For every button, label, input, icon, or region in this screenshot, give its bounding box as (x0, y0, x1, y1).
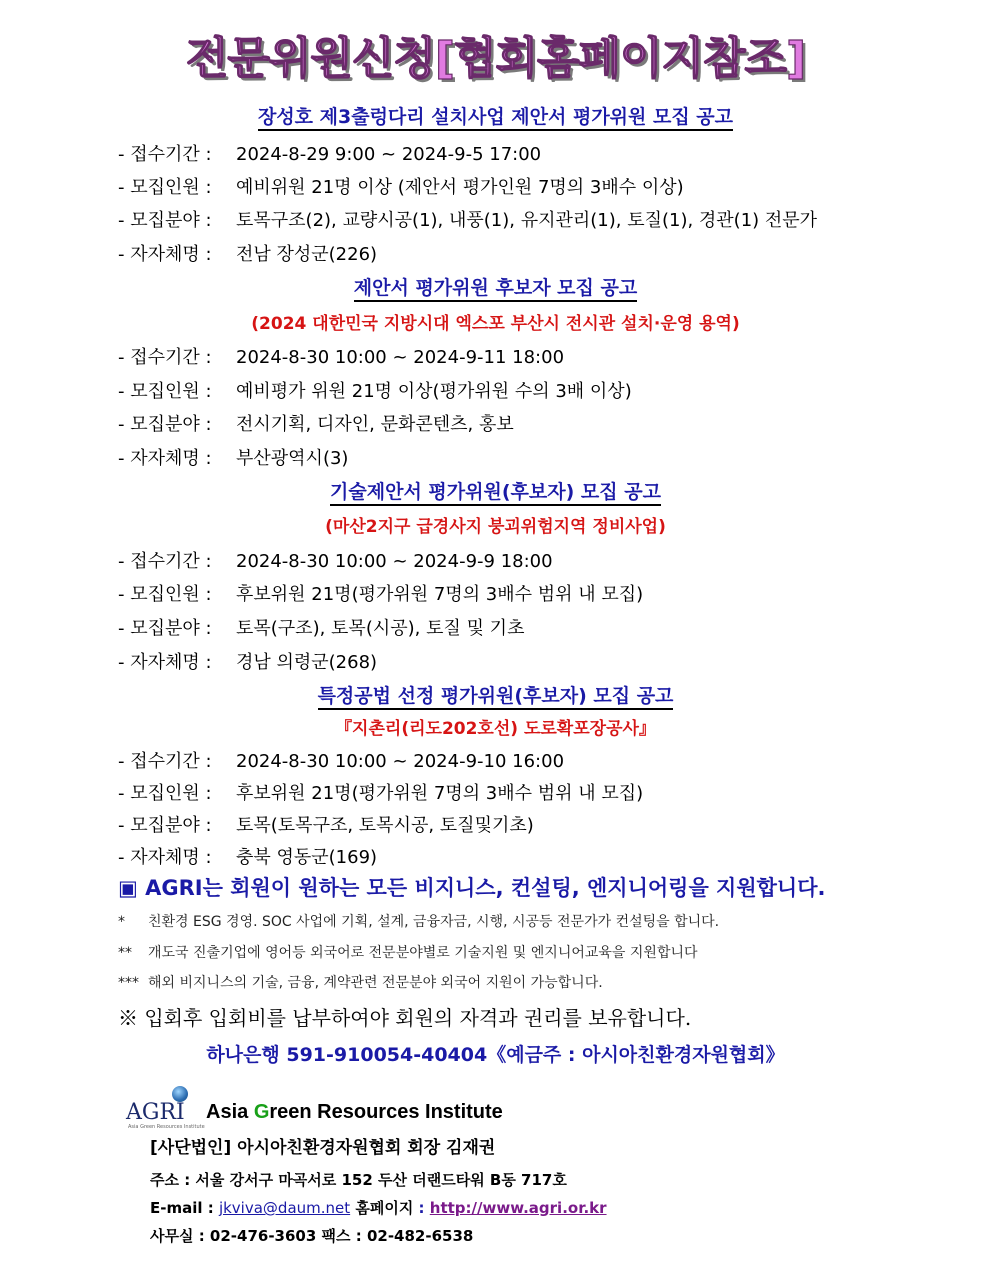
email-homepage-line: E-mail : jkviva@daum.net 홈페이지 : http://www.agri.or.kr (150, 1199, 607, 1217)
organization-line: [사단법인] 아시아친환경자원협회 회장 김재권 (150, 1138, 496, 1158)
homepage-link[interactable]: http://www.agri.or.kr (429, 1199, 607, 1217)
note-3: *** 해외 비지니스의 기술, 금융, 계약관련 전문분야 외국어 지원이 가능합니다. (118, 975, 603, 991)
section-2-row-region: - 자자체명 : 부산광역시(3) (118, 448, 349, 469)
logo-small-text: Asia Green Resources Institute (128, 1124, 205, 1130)
section-3-title: 기술제안서 평가위원(후보자) 모집 공고 (0, 477, 991, 504)
page-banner: 전문위원신청[협회홈페이지참조] (185, 33, 806, 84)
membership-notice: ※ 입회후 입회비를 납부하여야 회원의 자격과 권리를 보유합니다. (118, 1006, 692, 1030)
section-4-title: 특정공법 선정 평가위원(후보자) 모집 공고 (0, 681, 991, 708)
bank-account: 하나은행 591-910054-40404《예금주 : 아시아친환경자원협회》 (206, 1044, 785, 1066)
section-1-title: 장성호 제3출렁다리 설치사업 제안서 평가위원 모집 공고 (0, 102, 991, 129)
section-1-row-field: - 모집분야 : 토목구조(2), 교량시공(1), 내풍(1), 유지관리(1), 토질(1), 경관(1) 전문가 (118, 210, 818, 231)
section-2-row-field: - 모집분야 : 전시기획, 디자인, 문화콘텐츠, 홍보 (118, 414, 514, 435)
section-3-subtitle: (마산2지구 급경사지 붕괴위험지역 정비사업) (325, 517, 666, 537)
institute-name: Asia Green Resources Institute (206, 1101, 503, 1123)
section-4-subtitle: 『지촌리(리도202호선) 도로확포장공사』 (335, 719, 656, 739)
section-3-row-field: - 모집분야 : 토목(구조), 토목(시공), 토질 및 기초 (118, 618, 525, 639)
address-line: 주소 : 서울 강서구 마곡서로 152 두산 더랜드타워 B동 717호 (150, 1171, 567, 1189)
agri-logo (126, 1086, 205, 1130)
section-2-subtitle: (2024 대한민국 지방시대 엑스포 부산시 전시관 설치·운영 용역) (251, 314, 740, 334)
section-1-row-count: - 모집인원 : 예비위원 21명 이상 (제안서 평가인원 7명의 3배수 이상) (118, 177, 684, 198)
section-3-row-count: - 모집인원 : 후보위원 21명(평가위원 7명의 3배수 범위 내 모집) (118, 584, 644, 605)
logo-text: AGRI (126, 1100, 185, 1125)
section-1-row-region: - 자자체명 : 전남 장성군(226) (118, 244, 378, 265)
agri-support-line: ▣ AGRI는 회원이 원하는 모든 비지니스, 컨설팅, 엔지니어링을 지원합니다. (118, 876, 826, 900)
section-4-row-region: - 자자체명 : 충북 영동군(169) (118, 847, 378, 868)
section-2-row-count: - 모집인원 : 예비평가 위원 21명 이상(평가위원 수의 3배 이상) (118, 381, 632, 402)
section-4-row-period: - 접수기간 : 2024-8-30 10:00 ~ 2024-9-10 16:00 (118, 751, 565, 772)
section-2-title: 제안서 평가위원 후보자 모집 공고 (0, 273, 991, 300)
email-link[interactable]: jkviva@daum.net (218, 1199, 351, 1217)
section-3-row-region: - 자자체명 : 경남 의령군(268) (118, 652, 378, 673)
section-3-row-period: - 접수기간 : 2024-8-30 10:00 ~ 2024-9-9 18:00 (118, 551, 553, 572)
phone-fax-line: 사무실 : 02-476-3603 팩스 : 02-482-6538 (150, 1227, 474, 1245)
section-4-row-field: - 모집분야 : 토목(토목구조, 토목시공, 토질및기초) (118, 815, 534, 836)
note-1: * 친환경 ESG 경영. SOC 사업에 기획, 설계, 금융자금, 시행, 시공등 전문가가 컨설팅을 합니다. (118, 914, 720, 930)
section-2-row-period: - 접수기간 : 2024-8-30 10:00 ~ 2024-9-11 18:00 (118, 347, 565, 368)
note-2: ** 개도국 진출기업에 영어등 외국어로 전문분야별로 기술지원 및 엔지니어교육을 지원합니다 (118, 945, 698, 961)
section-4-row-count: - 모집인원 : 후보위원 21명(평가위원 7명의 3배수 범위 내 모집) (118, 783, 644, 804)
section-1-row-period: - 접수기간 : 2024-8-29 9:00 ~ 2024-9-5 17:00 (118, 144, 542, 165)
